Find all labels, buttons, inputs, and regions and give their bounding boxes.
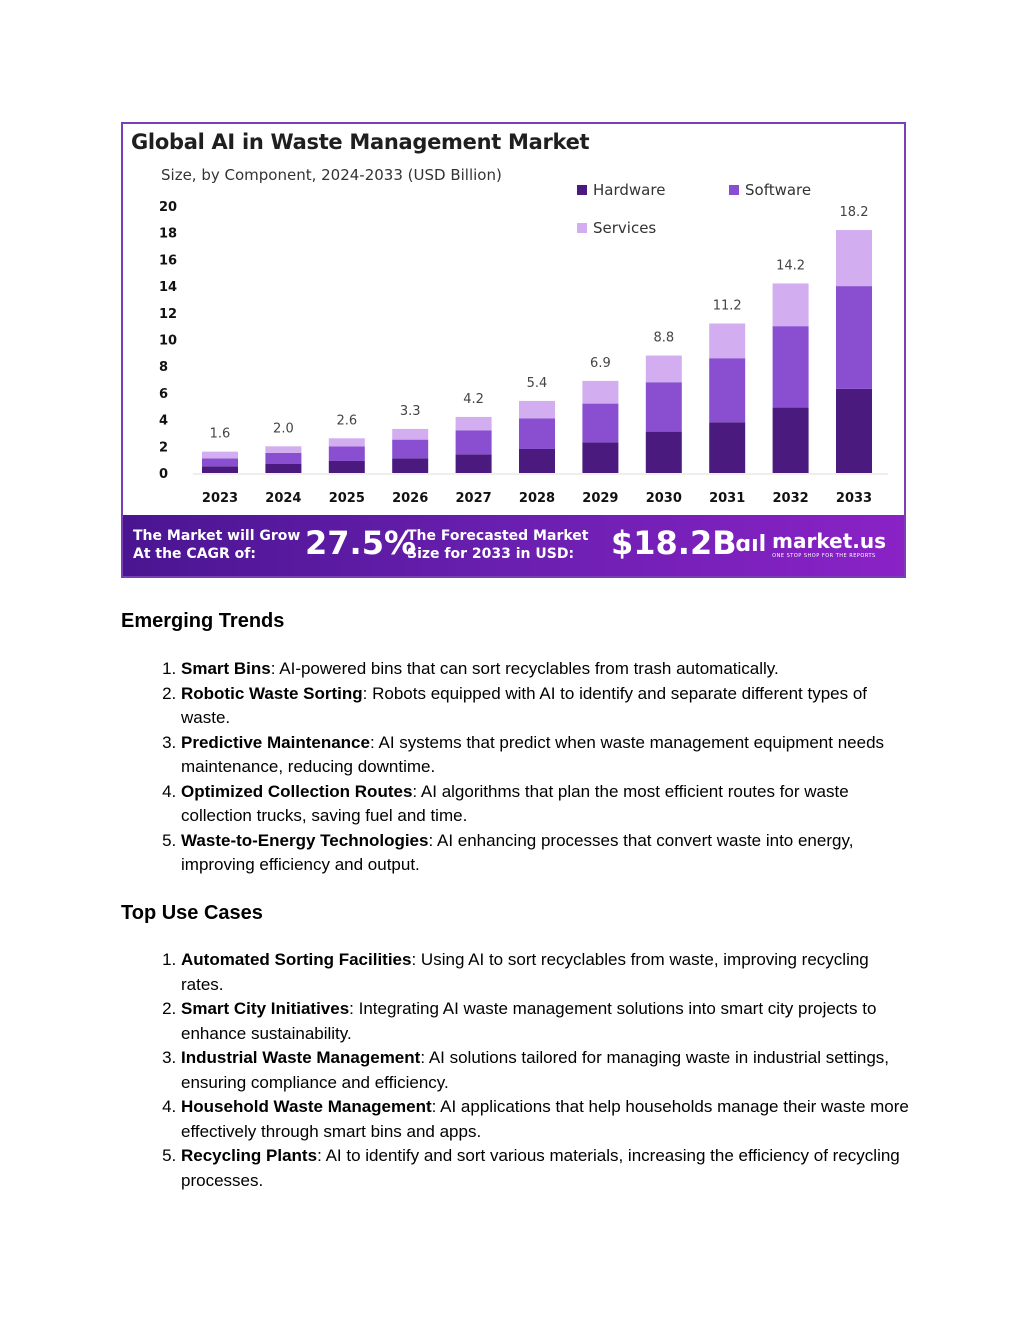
- item-term: Predictive Maintenance: [181, 732, 370, 752]
- item-term: Smart Bins: [181, 659, 271, 678]
- bar-segment-services: [392, 429, 428, 440]
- y-tick-label: 2: [159, 440, 169, 456]
- bar-segment-hardware: [773, 408, 809, 473]
- x-tick-label: 2025: [328, 491, 365, 506]
- bar-segment-services: [456, 417, 492, 430]
- forecast-label-line1: The Forecasted Market: [407, 528, 589, 544]
- cagr-value: 27.5%: [305, 524, 417, 562]
- list-item: [181, 682, 911, 731]
- x-tick-label: 2024: [265, 491, 302, 506]
- list-item: [181, 997, 911, 1046]
- bar-segment-hardware: [202, 466, 238, 473]
- emerging-trends-list: [121, 657, 911, 878]
- item-text: : AI-powered bins that can sort recyclables from trash automatically.: [270, 659, 779, 678]
- bar-segment-software: [836, 286, 872, 389]
- bar-segment-hardware: [582, 442, 618, 473]
- bar-segment-hardware: [836, 389, 872, 473]
- section-heading-emerging-trends: Emerging Trends: [121, 610, 285, 632]
- forecast-label-line2: Size for 2033 in USD:: [407, 546, 575, 562]
- bar-segment-software: [329, 446, 365, 461]
- list-item: [181, 731, 911, 780]
- x-tick-label: 2031: [709, 491, 746, 506]
- bar-segment-software: [202, 458, 238, 466]
- item-text: : Integrating AI waste management solutions into smart city projects to enhance sustainability.: [181, 999, 877, 1043]
- market-chart-figure: [121, 122, 906, 578]
- bar-total-label: 6.9: [590, 355, 611, 371]
- item-term: Recycling Plants: [181, 1146, 318, 1165]
- bar-total-label: 11.2: [712, 298, 742, 314]
- item-text: : Robots equipped with AI to identify and separate different types of waste.: [181, 683, 868, 727]
- bar-segment-hardware: [329, 461, 365, 473]
- market-us-logo: [735, 529, 886, 559]
- bar-segment-services: [646, 356, 682, 383]
- x-tick-label: 2030: [645, 491, 682, 506]
- x-tick-label: 2023: [201, 491, 239, 506]
- logo-mark-icon: ɑıl: [735, 531, 767, 557]
- item-text: : AI applications that help households manage their waste more effectively through smart bins and apps.: [181, 1097, 909, 1141]
- bar-segment-hardware: [392, 458, 428, 473]
- item-term: Optimized Collection Routes: [181, 781, 413, 801]
- summary-banner: [123, 515, 904, 576]
- y-tick-label: 16: [159, 253, 178, 269]
- x-tick-label: 2029: [582, 491, 619, 506]
- bar-total-label: 1.6: [209, 426, 231, 442]
- bar-total-label: 4.2: [463, 391, 484, 407]
- legend-label-software: Software: [745, 181, 812, 199]
- item-text: : Using AI to sort recyclables from waste, improving recycling rates.: [181, 950, 869, 994]
- legend-label-hardware: Hardware: [593, 181, 666, 199]
- bar-segment-software: [773, 326, 809, 407]
- cagr-label: [133, 527, 300, 563]
- bar-segment-hardware: [519, 449, 555, 473]
- bar-segment-hardware: [709, 422, 745, 473]
- cagr-label-line1: The Market will Grow: [133, 528, 301, 544]
- cagr-label-line2: At the CAGR of:: [133, 546, 256, 562]
- logo-tagline: ONE STOP SHOP FOR THE REPORTS: [772, 553, 876, 559]
- list-item: [181, 657, 911, 682]
- forecast-value: $18.2B: [611, 524, 737, 562]
- y-tick-label: 12: [159, 306, 178, 322]
- bar-segment-services: [202, 452, 238, 459]
- bar-segment-hardware: [265, 464, 301, 473]
- item-term: Smart City Initiatives: [181, 999, 350, 1018]
- x-tick-label: 2026: [392, 491, 429, 506]
- legend-label-services: Services: [593, 219, 657, 237]
- bar-segment-software: [392, 440, 428, 459]
- bar-segment-services: [582, 381, 618, 404]
- chart-title: Global AI in Waste Management Market: [131, 130, 590, 154]
- stacked-bar-chart: [123, 124, 904, 519]
- top-use-cases-list: [121, 948, 911, 1193]
- y-tick-label: 20: [159, 200, 178, 215]
- bar-segment-software: [456, 430, 492, 454]
- list-item: [181, 829, 911, 878]
- bar-total-label: 8.8: [653, 330, 675, 346]
- bar-segment-services: [773, 283, 809, 326]
- item-term: Automated Sorting Facilities: [181, 950, 412, 969]
- logo-name: market.us: [772, 529, 886, 553]
- item-term: Household Waste Management: [181, 1097, 432, 1116]
- item-text: : AI to identify and sort various materials, increasing the efficiency of recycling processes.: [181, 1146, 900, 1190]
- x-tick-label: 2027: [455, 491, 492, 506]
- bar-segment-software: [519, 418, 555, 449]
- bar-segment-services: [836, 230, 872, 286]
- bar-segment-software: [582, 404, 618, 443]
- bar-segment-services: [329, 438, 365, 446]
- bar-segment-hardware: [646, 432, 682, 473]
- list-item: [181, 948, 911, 997]
- section-heading-top-use-cases: Top Use Cases: [121, 902, 263, 924]
- bar-total-label: 5.4: [526, 375, 548, 391]
- bar-total-label: 2.0: [273, 421, 294, 437]
- y-tick-label: 0: [159, 467, 169, 482]
- bar-segment-hardware: [456, 454, 492, 473]
- list-item: [181, 1046, 911, 1095]
- bar-total-label: 14.2: [776, 258, 806, 274]
- x-tick-label: 2028: [518, 491, 556, 506]
- bar-total-label: 2.6: [336, 413, 358, 429]
- bar-segment-services: [265, 446, 301, 453]
- x-tick-label: 2032: [772, 491, 809, 506]
- bar-total-label: 18.2: [839, 205, 869, 221]
- item-term: Robotic Waste Sorting: [181, 683, 363, 703]
- item-term: Waste-to-Energy Technologies: [181, 830, 429, 850]
- bar-segment-services: [519, 401, 555, 418]
- item-text: : AI systems that predict when waste management equipment needs maintenance, reducing downtime.: [181, 732, 885, 776]
- bar-segment-software: [646, 382, 682, 431]
- y-tick-label: 10: [159, 333, 178, 349]
- item-term: Industrial Waste Management: [181, 1048, 421, 1067]
- forecast-label: [407, 527, 588, 563]
- item-text: : AI solutions tailored for managing waste in industrial settings, ensuring compliance and efficiency.: [181, 1048, 890, 1092]
- y-tick-label: 18: [159, 226, 178, 242]
- y-tick-label: 6: [159, 386, 169, 402]
- item-text: : AI algorithms that plan the most efficient routes for waste collection trucks, saving fuel and time.: [181, 781, 849, 825]
- list-item: [181, 780, 911, 829]
- list-item: [181, 1144, 911, 1193]
- bar-segment-services: [709, 323, 745, 358]
- chart-subtitle: Size, by Component, 2024-2033 (USD Billion): [161, 166, 502, 184]
- bar-segment-software: [709, 358, 745, 422]
- y-tick-label: 4: [159, 413, 169, 429]
- x-tick-label: 2033: [835, 491, 873, 506]
- item-text: : AI enhancing processes that convert waste into energy, improving efficiency and output.: [181, 830, 854, 874]
- y-tick-label: 8: [159, 360, 169, 376]
- list-item: [181, 1095, 911, 1144]
- bar-total-label: 3.3: [399, 403, 421, 419]
- bar-segment-software: [265, 453, 301, 464]
- y-tick-label: 14: [159, 280, 178, 296]
